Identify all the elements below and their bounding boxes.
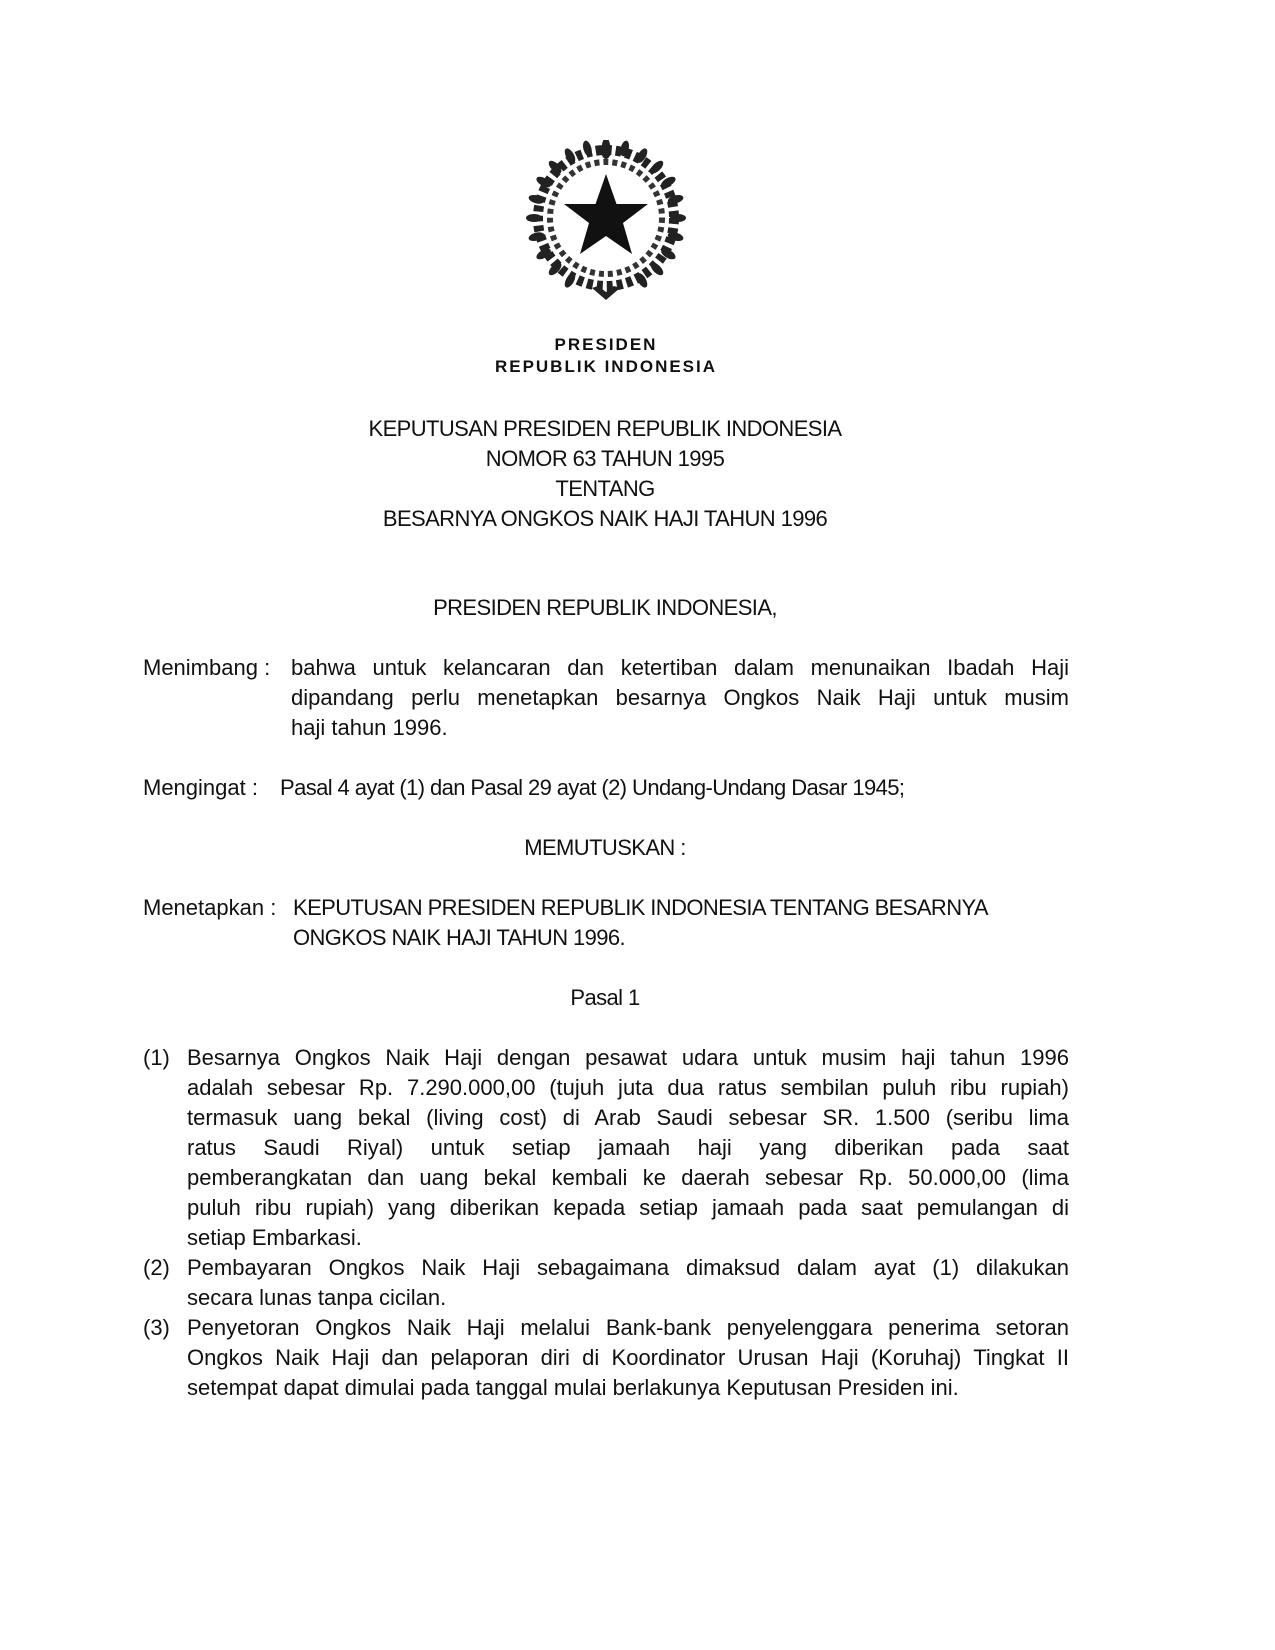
menetapkan-line: ONGKOS NAIK HAJI TAHUN 1996.: [293, 925, 626, 950]
menetapkan-line: KEPUTUSAN PRESIDEN REPUBLIK INDONESIA TENTANG BESARNYA: [293, 895, 988, 920]
preamble: PRESIDEN REPUBLIK INDONESIA,: [433, 595, 777, 620]
item-line: termasuk uang bekal (living cost) di Arab Saudi sebesar SR. 1.500 (seribu lima: [187, 1105, 1069, 1130]
item-line: pemberangkatan dan uang bekal kembali ke daerah sebesar Rp. 50.000,00 (lima: [187, 1165, 1069, 1190]
mengingat-text: Pasal 4 ayat (1) dan Pasal 29 ayat (2) Undang-Undang Dasar 1945;: [280, 775, 905, 800]
item-number: (3): [143, 1315, 170, 1340]
item-number: (1): [143, 1045, 170, 1070]
menimbang-line: dipandang perlu menetapkan besarnya Ongkos Naik Haji untuk musim: [291, 685, 1069, 710]
item-number: (2): [143, 1255, 170, 1280]
menimbang-label: Menimbang :: [143, 655, 271, 680]
item-line: Besarnya Ongkos Naik Haji dengan pesawat udara untuk musim haji tahun 1996: [187, 1045, 1069, 1070]
item-line: Pembayaran Ongkos Naik Haji sebagaimana dimaksud dalam ayat (1) dilakukan: [187, 1255, 1069, 1280]
menimbang-line: haji tahun 1996.: [291, 715, 448, 740]
menetapkan-label: Menetapkan :: [143, 895, 277, 920]
memutuskan-heading: MEMUTUSKAN :: [524, 835, 686, 860]
star-wreath-emblem-icon: [475, 140, 737, 315]
seal-subtitle: REPUBLIK INDONESIA: [494, 357, 718, 376]
menimbang-line: bahwa untuk kelancaran dan ketertiban dalam menunaikan Ibadah Haji: [291, 655, 1069, 680]
item-line: setempat dapat dimulai pada tanggal mulai berlakunya Keputusan Presiden ini.: [187, 1375, 959, 1400]
decree-title: KEPUTUSAN PRESIDEN REPUBLIK INDONESIA: [368, 416, 842, 441]
item-line: Penyetoran Ongkos Naik Haji melalui Bank-bank penyelenggara penerima setoran: [187, 1315, 1069, 1340]
mengingat-label: Mengingat :: [143, 775, 258, 800]
item-line: secara lunas tanpa cicilan.: [187, 1285, 447, 1310]
item-line: ratus Saudi Riyal) untuk setiap jamaah haji yang diberikan pada saat: [187, 1135, 1069, 1160]
item-line: Ongkos Naik Haji dan pelaporan diri di Koordinator Urusan Haji (Koruhaj) Tingkat II: [187, 1345, 1069, 1370]
item-line: adalah sebesar Rp. 7.290.000,00 (tujuh juta dua ratus sembilan puluh ribu rupiah): [187, 1075, 1069, 1100]
pasal-heading: Pasal 1: [570, 985, 640, 1010]
decree-subject: BESARNYA ONGKOS NAIK HAJI TAHUN 1996: [382, 506, 828, 531]
item-line: setiap Embarkasi.: [187, 1225, 362, 1250]
presidential-seal: [475, 140, 737, 380]
decree-number: NOMOR 63 TAHUN 1995: [485, 446, 725, 471]
seal-title: PRESIDEN: [554, 335, 658, 354]
decree-about: TENTANG: [555, 476, 655, 501]
item-line: puluh ribu rupiah) yang diberikan kepada setiap jamaah pada saat pemulangan di: [187, 1195, 1069, 1220]
